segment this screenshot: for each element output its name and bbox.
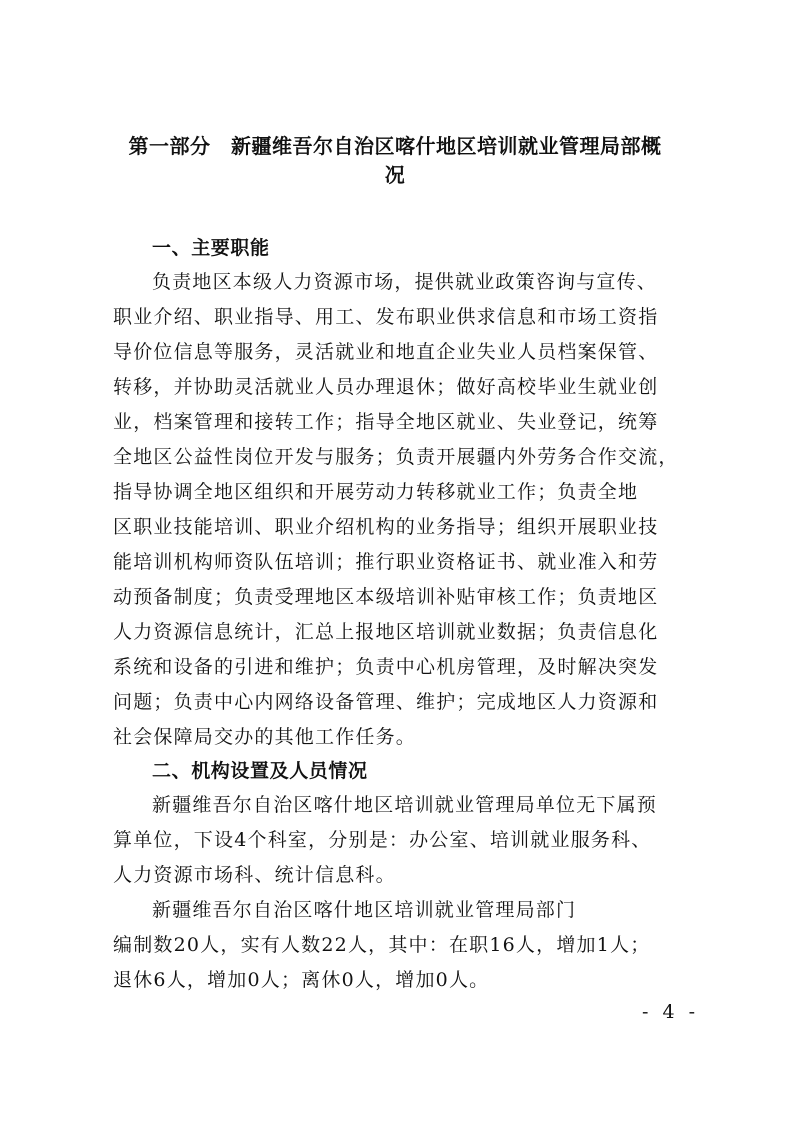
paragraph-line: 指导协调全地区组织和开展劳动力转移就业工作；负责全地 — [113, 481, 639, 503]
paragraph-line: 业，档案管理和接转工作；指导全地区就业、失业登记，统筹 — [113, 411, 659, 433]
paragraph-line: 负责地区本级人力资源市场，提供就业政策咨询与宣传、 — [152, 271, 658, 293]
paragraph-line: 人力资源市场科、统计信息科。 — [113, 864, 396, 886]
paragraph-line: 全地区公益性岗位开发与服务；负责开展疆内外劳务合作交流， — [113, 446, 679, 468]
paragraph-line: 编制数20人，实有人数22人，其中：在职16人，增加1人； — [113, 934, 651, 956]
paragraph-line: 动预备制度；负责受理地区本级培训补贴审核工作；负责地区 — [113, 586, 659, 608]
paragraph-line: 系统和设备的引进和维护；负责中心机房管理，及时解决突发 — [113, 656, 659, 678]
paragraph-line: 导价位信息等服务，灵活就业和地直企业失业人员档案保管、 — [113, 341, 659, 363]
paragraph-line: 社会保障局交办的其他工作任务。 — [113, 726, 417, 748]
paragraph-line: 问题；负责中心内网络设备管理、维护；完成地区人力资源和 — [113, 691, 659, 713]
paragraph-line: 新疆维吾尔自治区喀什地区培训就业管理局部门 — [152, 899, 577, 921]
page-title — [100, 132, 690, 190]
paragraph-line: 退休6人，增加0人；离休0人，增加0人。 — [113, 969, 490, 991]
paragraph-line: 能培训机构师资队伍培训；推行职业资格证书、就业准入和劳 — [113, 551, 659, 573]
page-number: - 4 - — [642, 1001, 700, 1023]
paragraph-line: 新疆维吾尔自治区喀什地区培训就业管理局单位无下属预 — [152, 794, 658, 816]
title-line-2: 况 — [384, 163, 406, 187]
paragraph-line: 人力资源信息统计，汇总上报地区培训就业数据；负责信息化 — [113, 621, 659, 643]
paragraph-line: 算单位，下设4个科室，分别是：办公室、培训就业服务科、 — [113, 829, 652, 851]
paragraph-line: 区职业技能培训、职业介绍机构的业务指导；组织开展职业技 — [113, 516, 659, 538]
paragraph-line: 职业介绍、职业指导、用工、发布职业供求信息和市场工资指 — [113, 306, 659, 328]
title-line-1: 第一部分 新疆维吾尔自治区喀什地区培训就业管理局部概 — [128, 134, 662, 158]
section-heading-main-functions: 一、主要职能 — [152, 237, 270, 259]
section-heading-organization: 二、机构设置及人员情况 — [152, 760, 368, 782]
paragraph-line: 转移，并协助灵活就业人员办理退休；做好高校毕业生就业创 — [113, 376, 659, 398]
